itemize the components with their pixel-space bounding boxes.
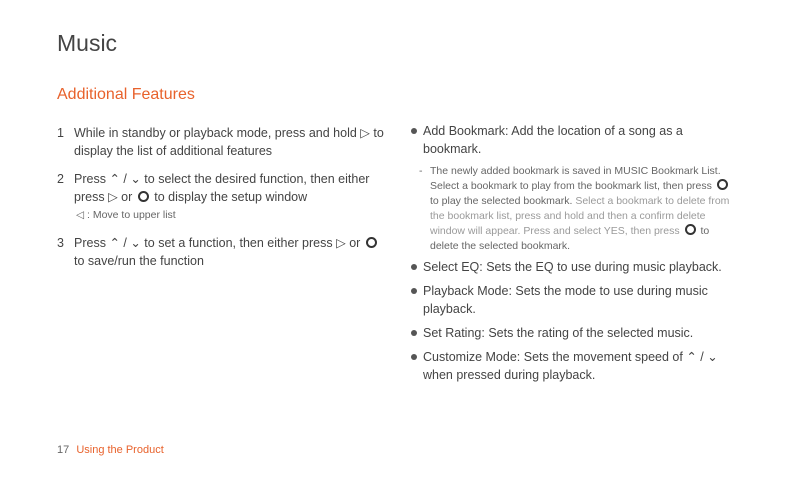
select-button-icon [685, 224, 696, 235]
step-text: to select the desired function, then either press [74, 172, 370, 204]
feature-list [410, 122, 740, 390]
feature-text: Customize Mode: Sets the movement speed of [423, 350, 683, 364]
feature-text: Playback Mode: Sets the mode to use during music playback. [423, 284, 708, 316]
note-text: and select YES, then press [553, 225, 680, 237]
note-text: The newly added bookmark is saved in MUSIC Bookmark List. [430, 165, 721, 177]
feature-text: when pressed during playback. [423, 368, 596, 382]
step-text: to display the setup window [154, 190, 308, 204]
feature-add-bookmark [410, 122, 740, 158]
select-button-icon [717, 179, 728, 190]
subnote-text: : Move to upper list [87, 209, 176, 221]
feature-set-rating [410, 324, 740, 342]
step-1 [57, 124, 392, 160]
step-text: Press [74, 236, 106, 250]
left-key-icon: ◁ [76, 209, 85, 221]
note-text: to delete the selected bookmark. [430, 225, 710, 252]
feature-select-eq [410, 258, 740, 276]
step-text: to display the list of additional features [74, 126, 384, 158]
select-button-icon [138, 191, 149, 202]
step-text: or [349, 236, 361, 250]
right-key-icon: ▷ [336, 236, 346, 250]
step-text: While in standby or playback mode, press and hold [74, 126, 357, 140]
step-text: Press [74, 172, 106, 186]
step-2 [57, 170, 392, 224]
note-text: Select a bookmark to play from the bookmark list, then press [430, 180, 712, 192]
note-dash: - [419, 165, 423, 177]
feature-text: Select EQ: Sets the EQ to use during music playback. [423, 260, 722, 274]
steps-list [57, 124, 392, 280]
note-text: and then a confirm delete window will appear. Press [430, 210, 706, 237]
note-text: to play the selected bookmark. [430, 195, 573, 207]
step-number: 3 [57, 236, 64, 250]
select-button-icon [366, 237, 377, 248]
feature-text: Set Rating: Sets the rating of the selected music. [423, 326, 694, 340]
right-key-icon: ▷ [108, 190, 118, 204]
up-down-key-icon: ⌃ / ⌄ [686, 350, 718, 364]
page-title: Music [57, 30, 118, 56]
section-title: Additional Features [57, 86, 195, 103]
note-text: Select a bookmark to delete from the bookmark list, press and hold [430, 195, 730, 222]
right-key-icon: ▷ [360, 126, 370, 140]
step-number: 1 [57, 126, 64, 140]
step-subnote [74, 206, 392, 224]
up-down-key-icon: ⌃ / ⌄ [109, 236, 141, 250]
step-text: to save/run the function [74, 254, 204, 268]
feature-playback-mode [410, 282, 740, 318]
feature-customize-mode [410, 348, 740, 384]
page-footer [57, 444, 164, 456]
up-down-key-icon: ⌃ / ⌄ [109, 172, 141, 186]
step-number: 2 [57, 172, 64, 186]
step-text: to set a function, then either press [144, 236, 333, 250]
feature-text: Add Bookmark: Add the location of a song as a bookmark. [423, 124, 683, 156]
step-3 [57, 234, 392, 270]
page-number: 17 [57, 444, 70, 456]
footer-section-link: Using the Product [76, 444, 164, 456]
step-text: or [121, 190, 133, 204]
bookmark-note [410, 164, 740, 254]
